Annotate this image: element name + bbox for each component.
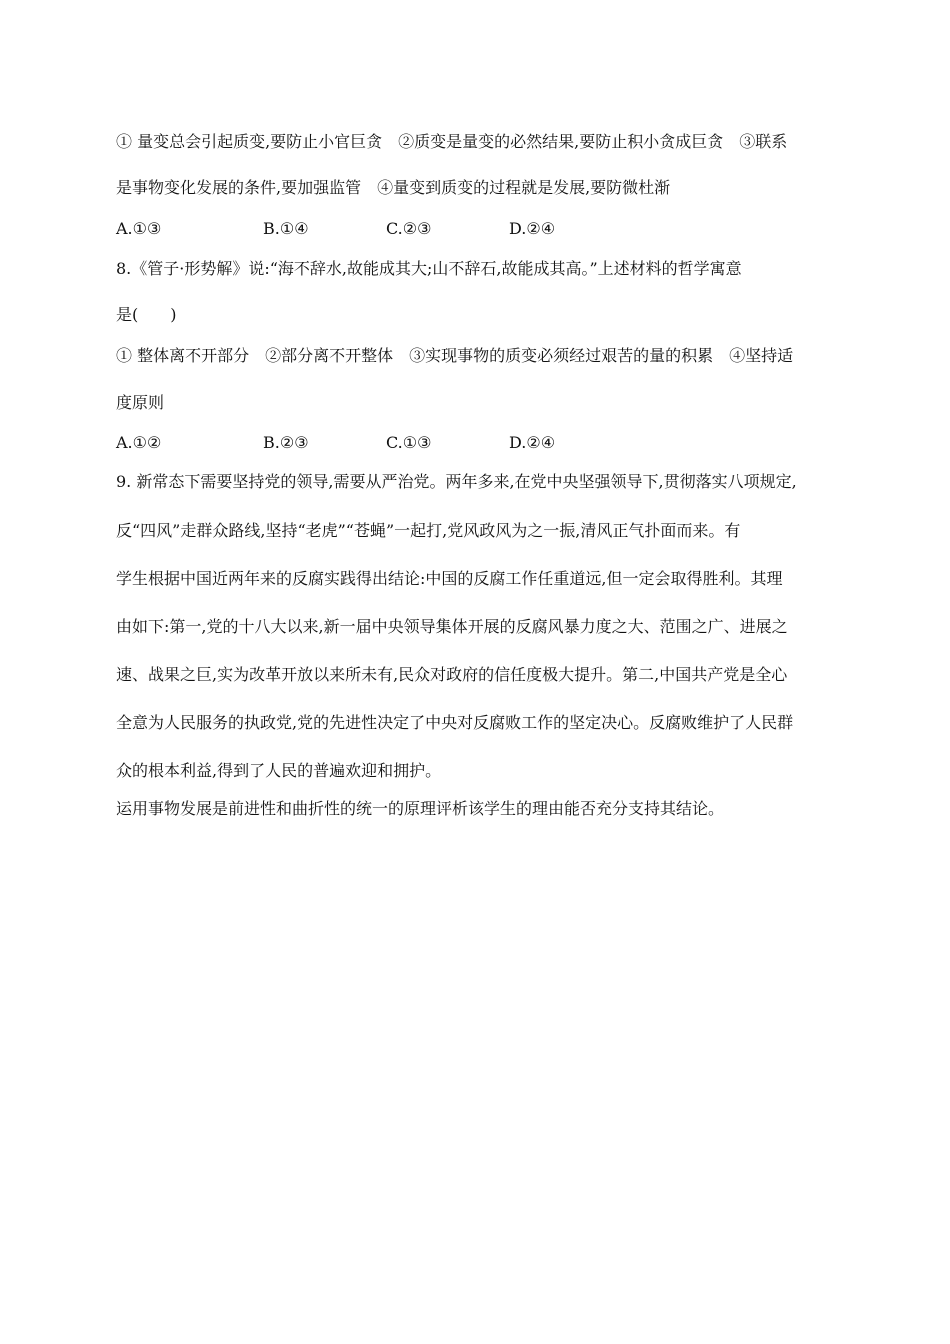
q8-option-c: C.①③ bbox=[386, 433, 432, 452]
q8-stem-line-2: 是( ) bbox=[116, 305, 177, 324]
q9-material-line-1: 9. 新常态下需要坚持党的领导,需要从严治党。两年多来,在党中央坚强领导下,贯彻落实八项规定, bbox=[116, 472, 797, 491]
q9-material-line-5: 速、战果之巨,实为改革开放以来所未有,民众对政府的信任度极大提升。第二,中国共产党是全心 bbox=[116, 665, 788, 684]
q9-material-line-7: 众的根本利益,得到了人民的普遍欢迎和拥护。 bbox=[116, 761, 442, 780]
q7-option-b: B.①④ bbox=[263, 219, 309, 238]
q8-option-b: B.②③ bbox=[263, 433, 309, 452]
q8-statements-line-2: 度原则 bbox=[116, 393, 165, 412]
q9-question: 运用事物发展是前进性和曲折性的统一的原理评析该学生的理由能否充分支持其结论。 bbox=[116, 799, 725, 818]
q8-statements-line-1: ① 整体离不开部分 ②部分离不开整体 ③实现事物的质变必须经过艰苦的量的积累 ④坚持适 bbox=[116, 346, 794, 365]
q9-material-line-4: 由如下:第一,党的十八大以来,新一届中央领导集体开展的反腐风暴力度之大、范围之广、进展之 bbox=[116, 617, 788, 636]
q8-option-a: A.①② bbox=[116, 433, 162, 452]
q7-option-c: C.②③ bbox=[386, 219, 432, 238]
q9-material-line-6: 全意为人民服务的执政党,党的先进性决定了中央对反腐败工作的坚定决心。反腐败维护了人民群 bbox=[116, 713, 794, 732]
q7-statements-line-2: 是事物变化发展的条件,要加强监管 ④量变到质变的过程就是发展,要防微杜渐 bbox=[116, 178, 671, 197]
q9-material-line-2: 反“四风”走群众路线,坚持“老虎”“苍蝇”一起打,党风政风为之一振,清风正气扑面而来。有 bbox=[116, 521, 741, 540]
q9-material-line-3: 学生根据中国近两年来的反腐实践得出结论:中国的反腐工作任重道远,但一定会取得胜利。其理 bbox=[116, 569, 783, 588]
q7-option-a: A.①③ bbox=[116, 219, 162, 238]
q8-option-d: D.②④ bbox=[509, 433, 556, 452]
q7-statements-line-1: ① 量变总会引起质变,要防止小官巨贪 ②质变是量变的必然结果,要防止积小贪成巨贪 ③联系 bbox=[116, 132, 788, 151]
q8-stem-line-1: 8.《管子·形势解》说:“海不辞水,故能成其大;山不辞石,故能成其高。”上述材料的哲学寓意 bbox=[116, 259, 742, 278]
q7-option-d: D.②④ bbox=[509, 219, 556, 238]
